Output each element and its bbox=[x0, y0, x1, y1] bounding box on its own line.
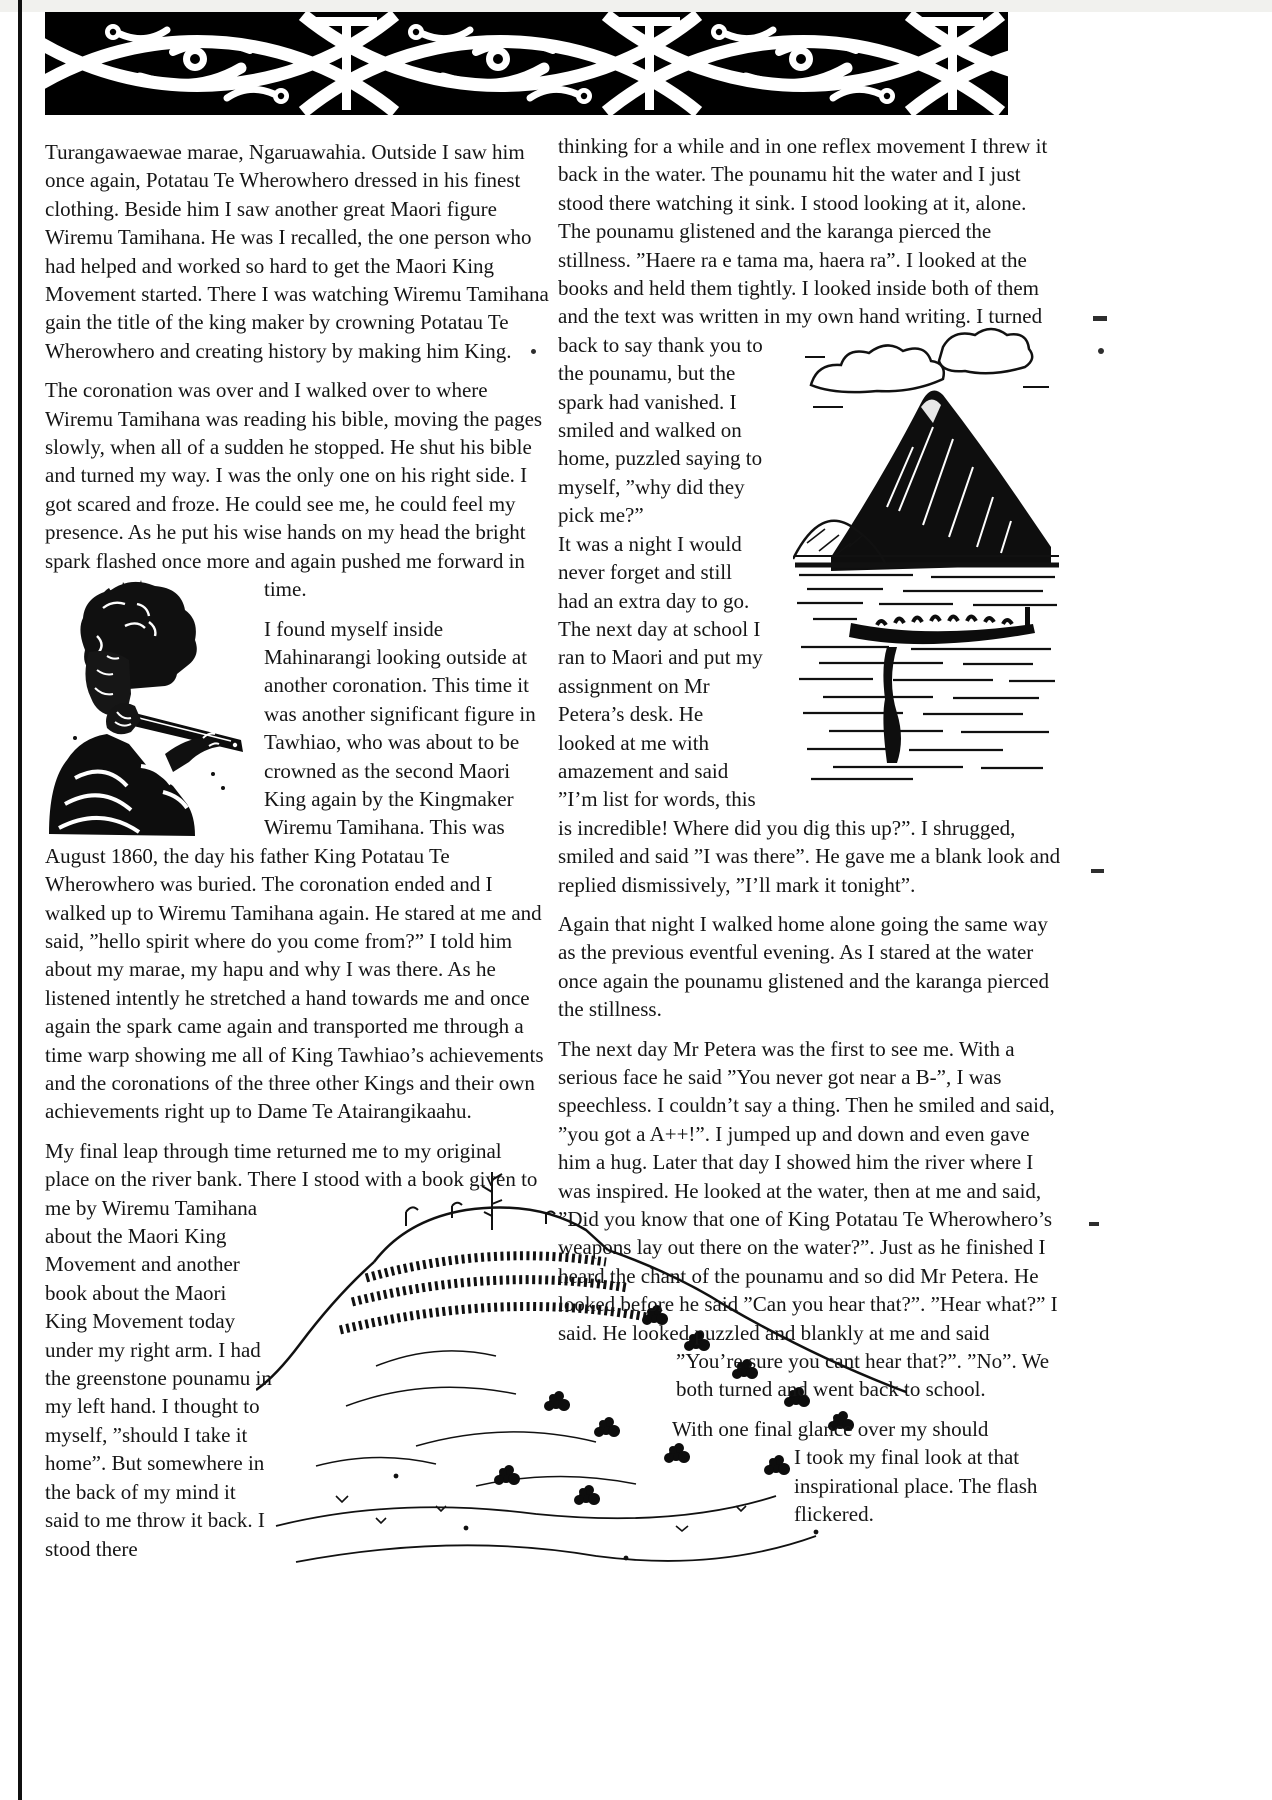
paragraph-final-glance bbox=[558, 1415, 1061, 1529]
paragraph-text: you cant hear that?”. ”No”. We both turned and went back to school. bbox=[676, 1349, 1050, 1402]
kowhaiwhai-koru-border bbox=[45, 12, 1008, 115]
page-edge-rule bbox=[18, 0, 22, 1800]
scan-edge-strip bbox=[0, 0, 1272, 12]
scan-artifact bbox=[1091, 869, 1104, 873]
paragraph-again-that-night: Again that night I walked home alone going the same way as the previous eventful evening. As I stared at the water once again the pounamu glistened and the karanga pierced the stillness. bbox=[558, 911, 1049, 1022]
scan-artifact bbox=[531, 349, 536, 354]
paragraph-text: a book given to me by Wiremu Tamihana about the Maori King Movement and another book about the Maori King Movement today under my right arm. I had the greenstone pounamu in my left hand. I thought to myself, ”should I take it home”. But somewhere in the back of my mind it said to me throw it back. I stood there bbox=[45, 1167, 538, 1561]
scan-artifact bbox=[1093, 316, 1107, 321]
paragraph-text: back to say thank you to the pounamu, but the spark had vanished. I smiled and walked on home, puzzled saying to myself, ”why did they pick me?” bbox=[558, 332, 763, 528]
paragraph-text: I took my final look at that inspirational place. The flash flickered. bbox=[794, 1445, 1038, 1527]
paragraph-text: My final leap through time returned me to my original place on the river bank. There I stood with bbox=[45, 1138, 502, 1192]
flute-player-svg bbox=[45, 578, 250, 836]
paragraph-text: forward in time. bbox=[264, 548, 525, 602]
scan-artifact bbox=[1089, 1222, 1099, 1226]
paragraph-turangawaewae: Turangawaewae marae, Ngaruawahia. Outside I saw him once again, Potatau Te Wherowhero dressed in his finest clothing. Beside him I saw another great Maori figure Wiremu Tamihana. He was I recalled, the one person who had helped and worked so hard to get the Maori King Movement started. There I was watching Wiremu Tamihana gain the title of the king maker by crowning Potatau Te Wherowhero and creating history by making him King. bbox=[45, 140, 549, 363]
paragraph-text: With one final glance over my should bbox=[672, 1416, 989, 1441]
right-text-column bbox=[558, 132, 1061, 1540]
hill-wrap-spacer bbox=[272, 1194, 550, 1594]
paragraph-next-day bbox=[558, 1035, 1061, 1404]
koru-pattern-svg bbox=[45, 12, 1008, 115]
paragraph-text: looked at me with amazement and said ”I’m list for words, this is incredible! Where did you dig this up?”. I shrugged, smiled and said ”I was there”. He gave me a blank look and replied dismissively, ”I’ll mark it tonight”. bbox=[558, 730, 1061, 897]
paragraph-pounamu bbox=[558, 132, 1061, 899]
mountain-waka-svg bbox=[793, 307, 1061, 785]
flute-player-illustration bbox=[45, 578, 250, 836]
paragraph-text: The next day Mr Petera was the first to see me. With a serious face he said ”You never got near a B-”, I was speechless. I couldn’t say a thing. Then he smiled and said, ”you got a A++!”. I jumped up and down and even gave him a hug. Later that day I showed him the river where I was inspired. He looked at the water, then at me and said, ”Did you know that one of King Potatau Te Wherowhero’s weapons lay out there on the water?”. Just as he finished I heard the chant of the pounamu and so did Mr Petera. He looked before he said ”Can you hear that?”. ”Hear what?” I said. He looked puzzled and blankly at me and said ”You’re sure bbox=[558, 1036, 1058, 1374]
paragraph-text: thinking for a while and in one reflex movement I threw it back in the water. The pounamu hit the water and I just stood there watching it sink. I stood looking at it, alone. The pounamu glistened and the karanga pierced the stillness. ”Haere ra e tama ma, haera ra”. I looked at the books and held them tightly. I looked inside both of them and the text was written in my own hand writing. I turned bbox=[558, 134, 1048, 329]
paragraph-mahinarangi: I found myself inside Mahinarangi looking outside at another coronation. This time it was another significant figure in Tawhiao, who was about to be crowned as the second Maori King again by the Kingmaker Wiremu Tamihana. This was August 1860, the day his father King Potatau Te Wherowhero was buried. The coronation ended and I walked up to Wiremu Tamihana again. He stared at me and said, ”hello spirit where do you come from?” I told him about my marae, my hapu and why I was there. As he listened intently he stretched a hand towards me and once again the spark came again and transported me through a time warp showing me all of King Tawhiao’s achievements and the coronations of the three other Kings and their own achievements right up to Dame Te Atairangikaahu. bbox=[45, 616, 544, 1124]
hill-wrap-spacer bbox=[558, 1415, 672, 1444]
hill-wrap-spacer bbox=[558, 1444, 794, 1539]
paragraph-text: The coronation was over and I walked over to where Wiremu Tamihana was reading his bible, moving the pages slowly, when all of a sudden he stopped. He shut his bible and turned my way. I was the only one on his right side. I got scared and froze. He could see me, he could feel my presence. As he put his wise hands on my head the bright spark flashed once more and again pushed me bbox=[45, 378, 543, 573]
mountain-lake-waka-illustration bbox=[771, 333, 1061, 803]
left-text-column bbox=[45, 138, 550, 1594]
paragraph-final-leap bbox=[45, 1137, 550, 1563]
hill-wrap-spacer bbox=[558, 1347, 676, 1404]
scan-artifact bbox=[1098, 348, 1104, 354]
paragraph-text: It was a night I would never forget and still had an extra day to go. The next day at school I ran to Maori and put my assignment on Mr Petera’s desk. He bbox=[558, 531, 763, 727]
paragraph-coronation bbox=[45, 376, 550, 603]
